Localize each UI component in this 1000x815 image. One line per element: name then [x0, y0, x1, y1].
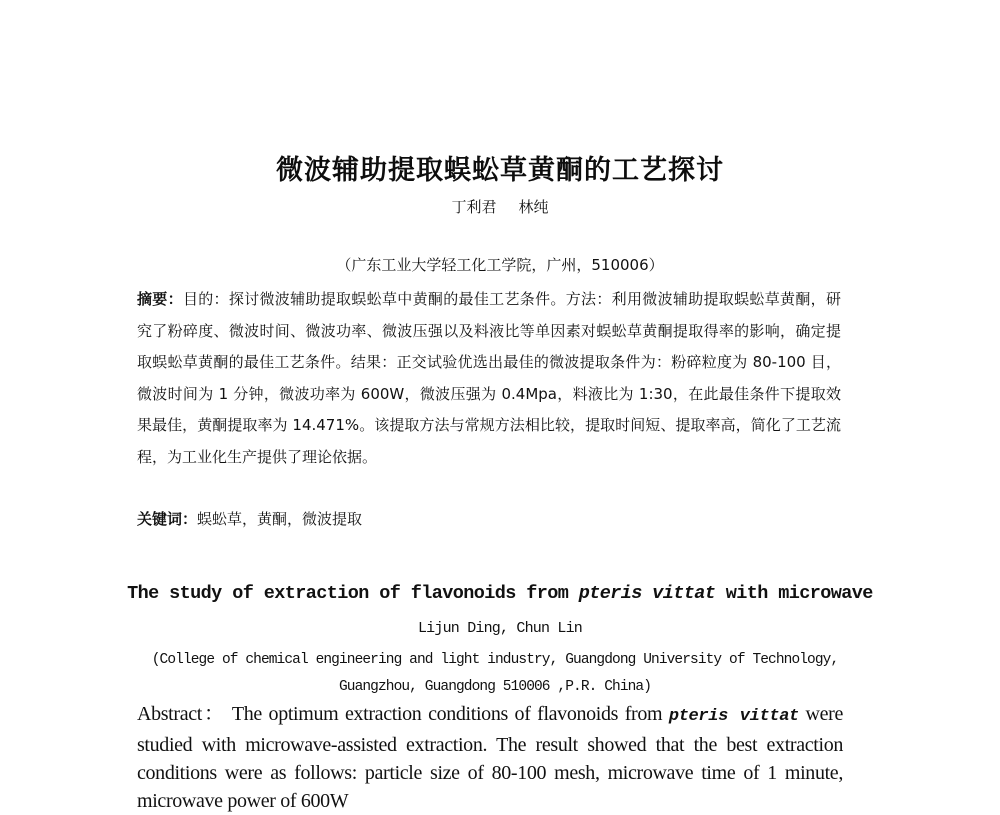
abstract-text: The optimum extraction conditions of flavonoids from [225, 703, 669, 725]
abstract-text: 目的：探讨微波辅助提取蜈蚣草中黄酮的最佳工艺条件。方法：利用微波辅助提取蜈蚣草黄酮，研究了粉碎度、微波时间、微波功率、微波压强以及料液比等单因素对蜈蚣草黄酮提取得率的影响，确定提取蜈蚣草黄酮的最佳工艺条件。结果：正交试验优选出最佳的微波提取条件为：粉碎粒度为 80-100 目，微波时间为 1 分钟，微波功率为 600W，微波压强为 0.4Mpa，料液比为 1:30，在此最佳条件下提取效果最佳，黄酮提取率为 14.471%。该提取方法与常规方法相比较，提取时间短、提取率高，简化了工艺流程，为工业化生产提供了理论依据。 [137, 290, 841, 466]
abstract-label: Abstract： [137, 703, 226, 725]
title-text: The study of extraction of flavonoids from [127, 583, 579, 604]
chinese-affiliation: （广东工业大学轻工化工学院，广州，510006） [336, 256, 664, 274]
english-authors: Lijun Ding, Chun Lin [417, 620, 583, 637]
species-name: pteris vittat [578, 583, 716, 604]
abstract-label: 摘要： [137, 290, 183, 308]
chinese-keywords [137, 504, 841, 536]
english-title [0, 583, 1000, 604]
abstract-text: were studied with microwave-assisted extraction. The result showed that the best extraction conditions were as follows: particle size of 80-100 mesh, microwave time of 1 minute, microwave power of 600W [137, 703, 844, 812]
english-abstract [137, 700, 843, 815]
author-name: 林纯 [518, 198, 549, 216]
chinese-authors [0, 196, 1000, 217]
english-affiliation: (College of chemical engineering and light industry, Guangdong University of Technology, Guangzhou, Guangdong 510006 ,P.R. China) [151, 652, 839, 695]
chinese-abstract [137, 284, 841, 474]
keywords-text: 蜈蚣草，黄酮，微波提取 [197, 510, 363, 528]
chinese-title: 微波辅助提取蜈蚣草黄酮的工艺探讨 [276, 155, 724, 186]
keywords-label: 关键词： [137, 510, 198, 528]
title-text: with microwave [715, 583, 873, 604]
species-name: pteris vittat [668, 707, 799, 726]
author-name: 丁利君 [451, 198, 497, 216]
